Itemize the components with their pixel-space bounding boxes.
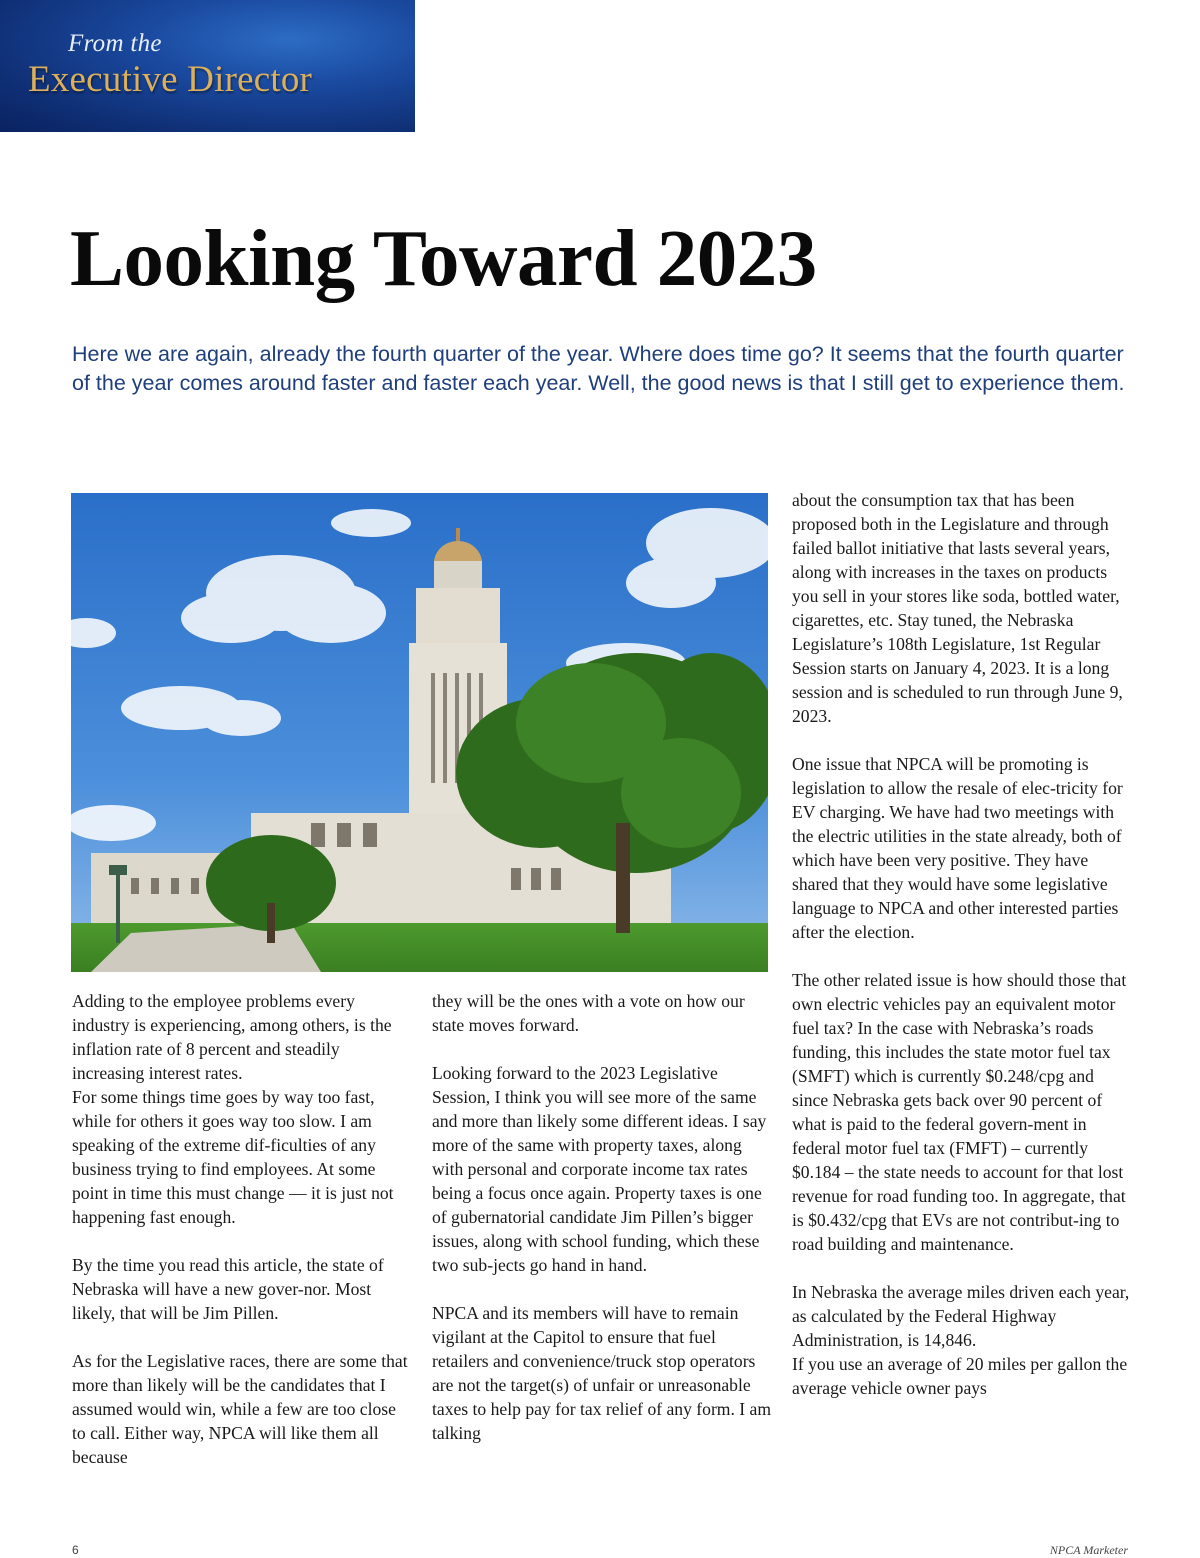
- paragraph: If you use an average of 20 miles per gallon the average vehicle owner pays: [792, 1354, 1128, 1398]
- text-column-2: [432, 989, 772, 1445]
- section-banner: [0, 0, 415, 132]
- text-column-3: [792, 488, 1134, 1400]
- paragraph: NPCA and its members will have to remain vigilant at the Capitol to ensure that fuel retailers and convenience/truck stop operators are not the target(s) of unfair or unreasonable taxes to help pay for tax relief of any form. I am talking: [432, 1303, 772, 1443]
- article-headline: Looking Toward 2023: [70, 213, 817, 303]
- paragraph: they will be the ones with a vote on how our state moves forward.: [432, 991, 745, 1035]
- paragraph: In Nebraska the average miles driven each year, as calculated by the Federal Highway Administration, is 14,846.: [792, 1282, 1130, 1350]
- paragraph: The other related issue is how should those that own electric vehicles pay an equivalent motor fuel tax? In the case with Nebraska’s roads funding, this includes the state motor fuel tax (SMFT) which is currently $0.248/cpg and since Nebraska gets back over 90 percent of what is paid to the federal govern-ment in federal motor fuel tax (FMFT) – currently $0.184 – the state needs to account for that lost revenue for road funding too. In aggregate, that is $0.432/cpg that EVs are not contribut-ing to road building and maintenance.: [792, 970, 1127, 1254]
- publication-name: NPCA Marketer: [1049, 1543, 1128, 1557]
- paragraph: Adding to the employee problems every industry is experiencing, among others, is the inflation rate of 8 percent and steadily increasing interest rates.: [72, 991, 392, 1083]
- capitol-photo: [71, 493, 768, 972]
- banner-from-text: From the: [68, 30, 162, 57]
- text-column-1: [72, 989, 412, 1469]
- paragraph: By the time you read this article, the state of Nebraska will have a new gover-nor. Most likely, that will be Jim Pillen.: [72, 1255, 384, 1323]
- page-number: 6: [72, 1543, 79, 1557]
- banner-title: Executive Director: [28, 59, 313, 100]
- paragraph: about the consumption tax that has been proposed both in the Legislature and through failed ballot initiative that lasts several years, along with increases in the taxes on products you sell in your stores like soda, bottled water, cigarettes, etc. Stay tuned, the Nebraska Legislature’s 108th Legislature, 1st Regular Session starts on January 4, 2023. It is a long session and is scheduled to run through June 9, 2023.: [792, 490, 1123, 726]
- capitol-illustration: [71, 493, 768, 972]
- article-deck: Here we are again, already the fourth quarter of the year. Where does time go? It seems that the fourth quarter of the year comes around faster and faster each year. Well, the good news is that I still get to experience them.: [72, 342, 1125, 395]
- paragraph: As for the Legislative races, there are some that more than likely will be the candidates that I assumed would win, while a few are too close to call. Either way, NPCA will like them all because: [72, 1351, 408, 1467]
- paragraph: Looking forward to the 2023 Legislative Session, I think you will see more of the same and more than likely some different ideas. I say more of the same with property taxes, along with personal and corporate income tax rates being a focus once again. Property taxes is one of gubernatorial candidate Jim Pillen’s bigger issues, along with school funding, which these two sub-jects go hand in hand.: [432, 1063, 767, 1275]
- paragraph: For some things time goes by way too fast, while for others it goes way too slow. I am speaking of the extreme dif-ficulties of any business trying to find employees. At some point in time this must change — it is just not happening fast enough.: [72, 1087, 394, 1227]
- paragraph: One issue that NPCA will be promoting is legislation to allow the resale of elec-tricity for EV charging. We have had two meetings with the electric utilities in the state already, both of which have been very positive. They have shared that they would have some legislative language to NPCA and other interested parties after the election.: [792, 754, 1123, 942]
